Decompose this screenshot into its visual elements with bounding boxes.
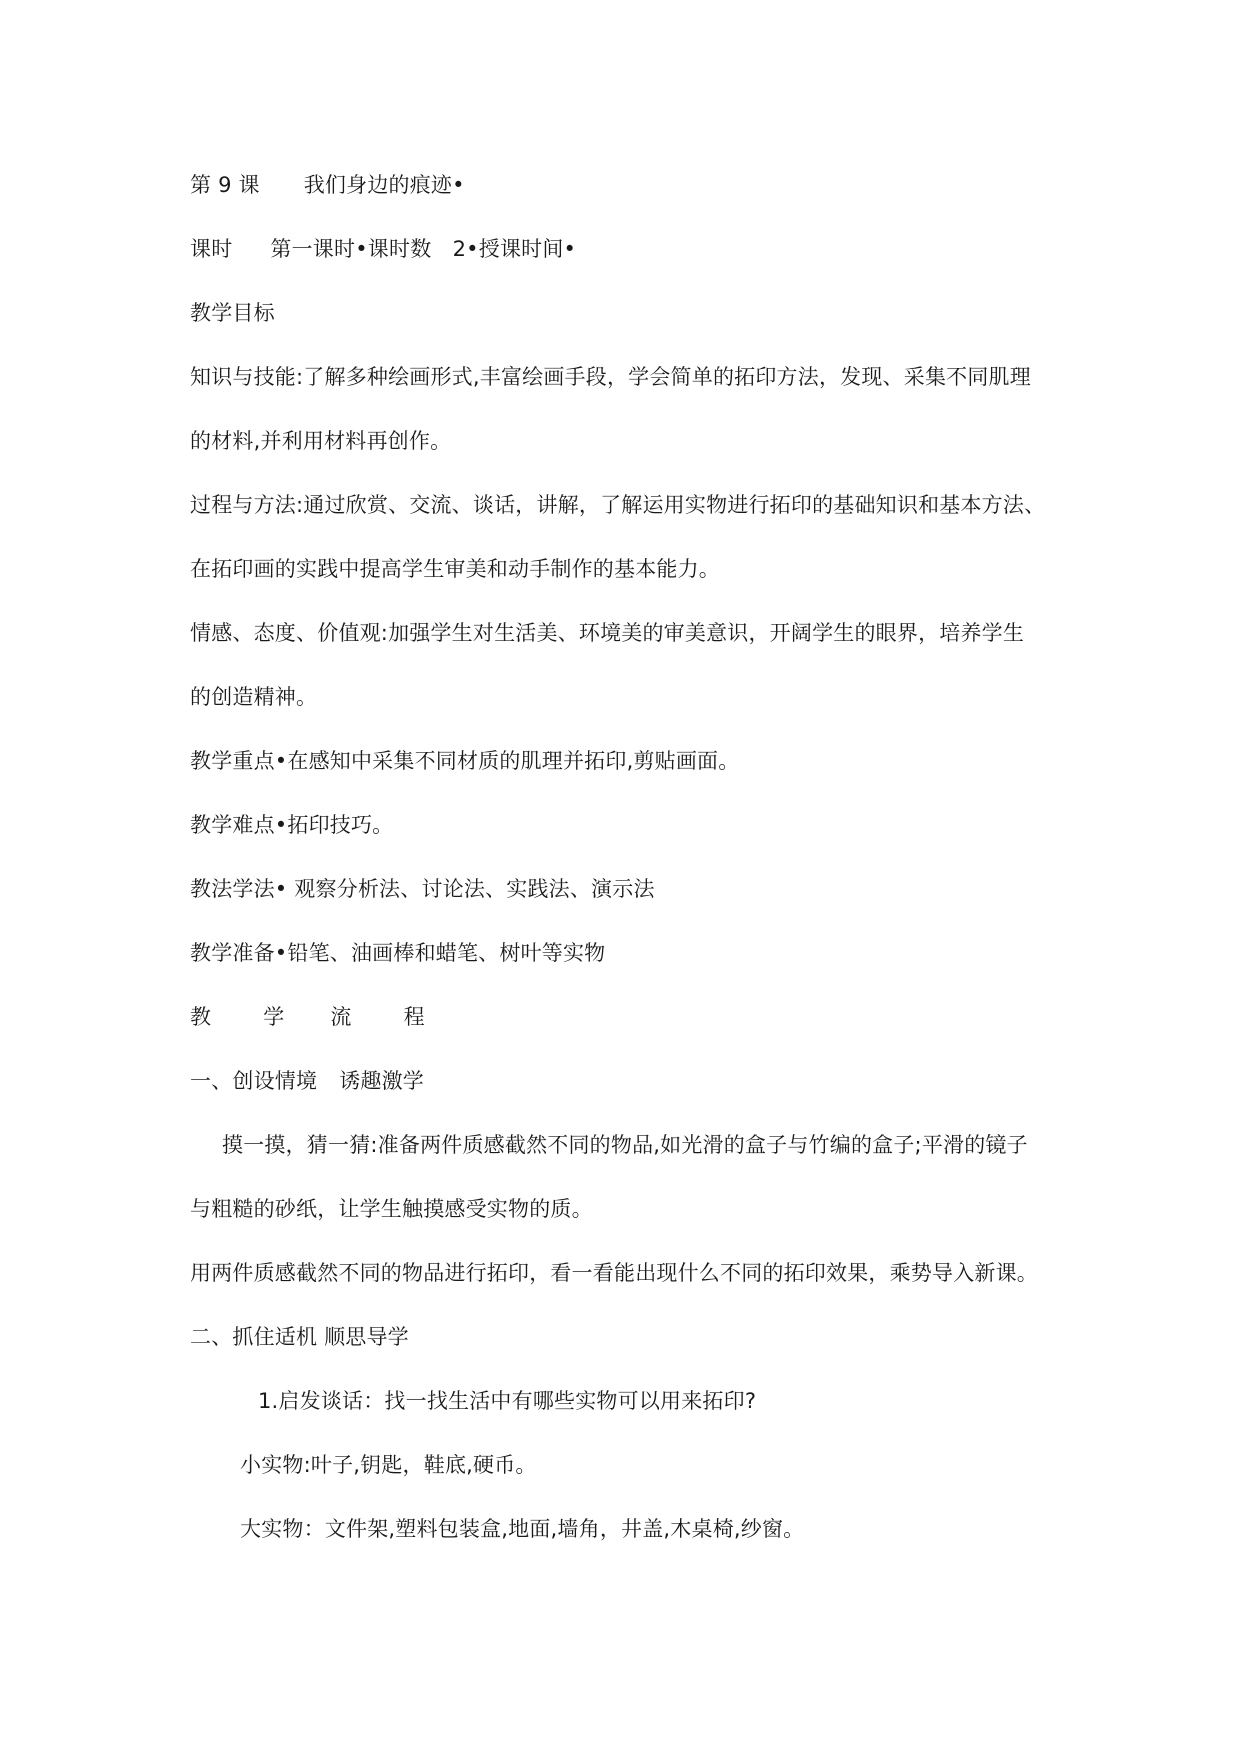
period-label: 课时 (190, 237, 233, 261)
key-points: 教学重点•在感知中采集不同材质的肌理并拓印,剪贴画面。 (190, 749, 740, 773)
flow-char-2: 学 (263, 1005, 285, 1029)
difficulties: 教学难点•拓印技巧。 (190, 813, 394, 837)
flow-char-4: 程 (403, 1005, 425, 1029)
section1-para1-line2: 与粗糙的砂纸，让学生触摸感受实物的质。 (190, 1197, 593, 1221)
lesson-heading: 第 9 课 我们身边的痕迹• (190, 173, 465, 197)
teaching-flow-heading (190, 1002, 477, 1032)
process-objective-line1: 过程与方法:通过欣赏、交流、谈话，讲解，了解运用实物进行拓印的基础知识和基本方法、 (190, 493, 1046, 517)
section1-title-a: 一、创设情境 (190, 1069, 318, 1093)
section2-title: 二、抓住适机 顺思导学 (190, 1325, 409, 1349)
lesson-period (190, 234, 576, 264)
objectives-heading: 教学目标 (190, 301, 275, 325)
emotion-objective-line1: 情感、态度、价值观:加强学生对生活美、环境美的审美意识，开阔学生的眼界，培养学生 (190, 621, 1025, 645)
section1-para2: 用两件质感截然不同的物品进行拓印，看一看能出现什么不同的拓印效果，乘势导入新课。 (190, 1261, 1038, 1285)
emotion-objective-line2: 的创造精神。 (190, 685, 318, 709)
section1-title-b: 诱趣激学 (339, 1069, 425, 1093)
knowledge-objective-line1: 知识与技能:了解多种绘画形式,丰富绘画手段，学会简单的拓印方法，发现、采集不同肌理 (190, 365, 1031, 389)
flow-char-1: 教 (190, 1005, 212, 1029)
section2-item1: 1.启发谈话：找一找生活中有哪些实物可以用来拓印? (258, 1389, 757, 1413)
process-objective-line2: 在拓印画的实践中提高学生审美和动手制作的基本能力。 (190, 557, 720, 581)
lesson-title: 我们身边的痕迹 (303, 173, 453, 197)
teaching-preparation: 教学准备•铅笔、油画棒和蜡笔、树叶等实物 (190, 941, 606, 965)
section1-title (190, 1066, 424, 1096)
period-value: 第一课时•课时数 2•授课时间• (270, 237, 577, 261)
lesson-number: 第 9 课 (190, 173, 260, 197)
knowledge-objective-line2: 的材料,并利用材料再创作。 (190, 429, 452, 453)
teaching-methods: 教法学法• 观察分析法、讨论法、实践法、演示法 (190, 877, 655, 901)
small-objects: 小实物:叶子,钥匙，鞋底,硬币。 (240, 1453, 537, 1477)
large-objects: 大实物：文件架,塑料包装盒,地面,墙角，井盖,木桌椅,纱窗。 (240, 1517, 805, 1541)
section1-para1-line1: 摸一摸，猜一猜:准备两件质感截然不同的物品,如光滑的盒子与竹编的盒子;平滑的镜子 (222, 1133, 1028, 1157)
flow-char-3: 流 (330, 1005, 352, 1029)
